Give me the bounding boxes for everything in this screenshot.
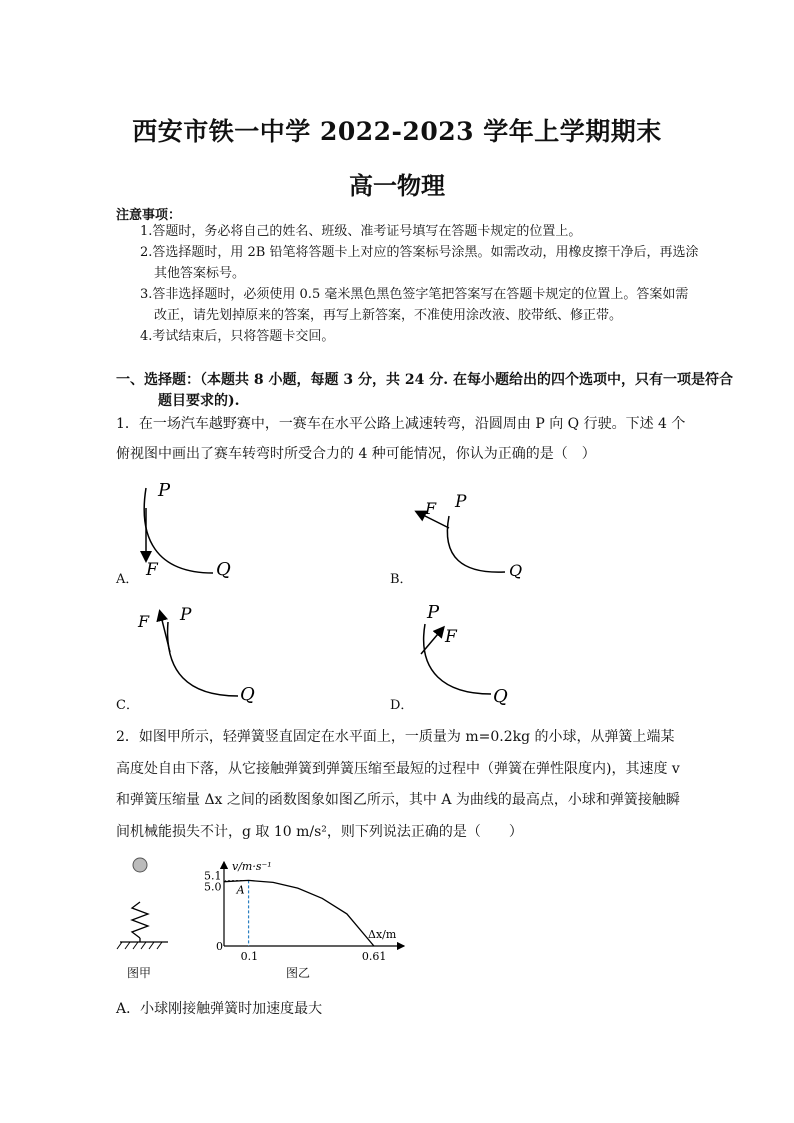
notice-item: 4.考试结束后，只将答题卡交回。 <box>140 329 335 344</box>
option-d-diagram <box>405 598 535 706</box>
q2-option-a: A．小球刚接触弹簧时加速度最大 <box>116 1001 323 1017</box>
label-q: Q <box>509 561 523 580</box>
spring-figure <box>112 852 172 952</box>
label-q: Q <box>240 684 255 705</box>
y-tick-label: 5.1 <box>204 869 222 883</box>
label-p: P <box>180 605 192 625</box>
label-p: P <box>158 480 171 501</box>
fig2-caption: 图乙 <box>286 966 311 980</box>
notice-item: 1.答题时，务必将自己的姓名、班级、准考证号填写在答题卡规定的位置上。 <box>140 224 582 239</box>
label-f: F <box>138 612 150 631</box>
origin-label: 0 <box>216 940 223 953</box>
question-1-text: 1．在一场汽车越野赛中，一赛车在水平公路上减速转弯，沿圆周由 P 向 Q 行驶。下述 4 个俯视图中画出了赛车转弯时所受合力的 4 种可能情况，你认为正确的是（ ） <box>116 416 686 462</box>
label-q: Q <box>493 686 508 706</box>
page-subtitle: 高一物理 <box>349 171 445 200</box>
label-f: F <box>146 560 158 580</box>
question-2-text: 2．如图甲所示，轻弹簧竖直固定在水平面上，一质量为 m=0.2kg 的小球，从弹簧上端某高度处自由下落，从它接触弹簧到弹簧压缩至最短的过程中（弹簧在弹性限度内)，其速度 v 和弹簧压缩量 Δx 之间的函数图象如图乙所示，其中 A 为曲线的最高点，小球和弹簧接触瞬间机械能损失不计，g 取 10 m/s²，则下列说法正确的是（ ） <box>116 729 680 840</box>
y-tick-label: 5.0 <box>204 880 222 894</box>
point-a-label: A <box>236 883 245 897</box>
option-b-label: B． <box>390 572 413 587</box>
y-axis-label: v/m·s⁻¹ <box>232 860 272 873</box>
force-arrow <box>160 612 170 652</box>
section-heading: 一、选择题：（本题共 8 小题，每题 3 分，共 24 分. 在每小题给出的四个选项中，只有一项是符合题目要求的). <box>116 372 733 409</box>
option-c-diagram <box>130 600 260 705</box>
spring-icon <box>132 902 148 938</box>
label-f: F <box>425 499 437 518</box>
option-c-label: C． <box>116 698 139 713</box>
option-a-diagram <box>128 478 248 583</box>
x-tick-label: 0.61 <box>361 950 387 963</box>
curve-path <box>447 516 505 572</box>
option-a-label: A． <box>116 572 139 587</box>
label-p: P <box>455 492 467 512</box>
option-d-label: D． <box>390 698 414 713</box>
x-tick-label: 0.1 <box>240 950 259 963</box>
label-p: P <box>427 602 440 623</box>
notice-item: 3.答非选择题时，必须使用 0.5 毫米黑色黑色签字笔把答案写在答题卡规定的位置上。答案如需改正，请先划掉原来的答案，再写上新答案，不准使用涂改液、胶带纸、修正带。 <box>140 287 689 323</box>
notice-item: 2.答选择题时，用 2B 铅笔将答题卡上对应的答案标号涂黑。如需改动，用橡皮擦干净后，再选涂其他答案标号。 <box>140 245 699 281</box>
page-title: 西安市铁一中学 2022-2023 学年上学期期末 <box>132 117 662 146</box>
label-q: Q <box>216 559 231 580</box>
label-f: F <box>445 627 457 647</box>
option-b-diagram <box>405 488 535 583</box>
velocity-chart <box>196 856 416 966</box>
x-axis-label: Δx/m <box>368 928 397 941</box>
ball-icon <box>133 858 147 872</box>
ground-hatch <box>117 942 162 949</box>
notice-heading: 注意事项： <box>116 208 182 223</box>
curve-path <box>168 622 238 696</box>
curve-path <box>424 624 491 694</box>
notice-list <box>140 221 700 347</box>
fig1-caption: 图甲 <box>127 966 152 980</box>
series-line <box>224 880 374 946</box>
